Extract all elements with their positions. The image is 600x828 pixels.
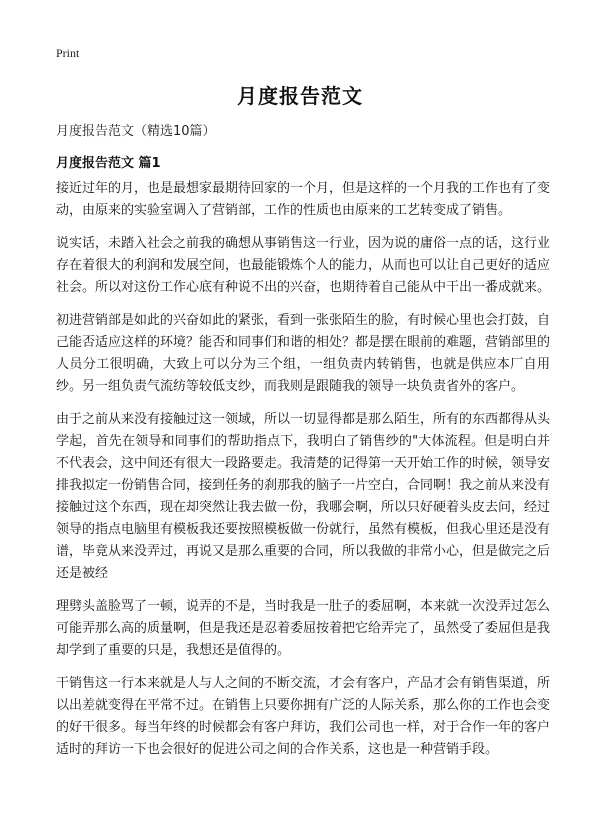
paragraph: 干销售这一行本来就是人与人之间的不断交流，才会有客户，产品才会有销售渠道，所以出差就变得在平常不过。在销售上只要你拥有广泛的人际关系，那么你的工作也会变的好干很多。每当年终的时候都会有客户拜访，我们公司也一样，对于合作一年的客户适时的拜访一下也会很好的促进公司之间的合作关系，这也是一种营销手段。 [56, 676, 551, 757]
paragraph: 说实话，未踏入社会之前我的确想从事销售这一行业，因为说的庸俗一点的话，这行业存在着很大的利润和发展空间，也最能锻炼个人的能力，从而也可以让自己更好的适应社会。所以对这份工作心底有种说不出的兴奋，也期待着自己能从中干出一番成就来。 [56, 236, 551, 295]
section-heading: 月度报告范文 篇1 [56, 156, 161, 171]
paragraph: 接近过年的月，也是最想家最期待回家的一个月，但是这样的一个月我的工作也有了变动，由原来的实验室调入了营销部，工作的性质也由原来的工艺转变成了销售。 [56, 181, 551, 218]
document-title: 月度报告范文 [237, 84, 363, 108]
document-subtitle: 月度报告范文（精选10篇） [56, 124, 216, 139]
print-label: Print [56, 46, 80, 60]
paragraph: 初进营销部是如此的兴奋如此的紧张，看到一张张陌生的脸，有时候心里也会打鼓，自己能否适应这样的环境？能否和同事们和谐的相处？都是摆在眼前的难题，营销部里的人员分工很明确，大致上可以分为三个组，一组负责内转销售，也就是供应本厂自用纱。另一组负责气流纺等较低支纱，而我则是跟随我的领导一块负责省外的客户。 [56, 313, 551, 394]
document-body [56, 178, 550, 772]
paragraph: 由于之前从来没有接触过这一领域，所以一切显得都是那么陌生，所有的东西都得从头学起，首先在领导和同事们的帮助指点下，我明白了销售纱的"大体流程。但是明白并不代表会，这中间还有很大一段路要走。我清楚的记得第一天开始工作的时候，领导安排我拟定一份销售合同，接到任务的刹那我的脑子一片空白，合同啊！我之前从来没有接触过这个东西，现在却突然让我去做一份，我哪会啊，所以只好硬着头皮去问，经过领导的指点电脑里有模板我还要按照模板做一份就行，虽然有模板，但我心里还是没有谱，毕竟从来没弄过，再说又是那么重要的合同，所以我做的非常小心，但是做完之后还是被经 [56, 412, 551, 581]
paragraph: 理劈头盖脸骂了一顿，说弄的不是，当时我是一肚子的委屈啊，本来就一次没弄过怎么可能弄那么高的质量啊，但是我还是忍着委屈按着把它给弄完了，虽然受了委屈但是我却学到了重要的只是，我想还是值得的。 [56, 599, 551, 658]
